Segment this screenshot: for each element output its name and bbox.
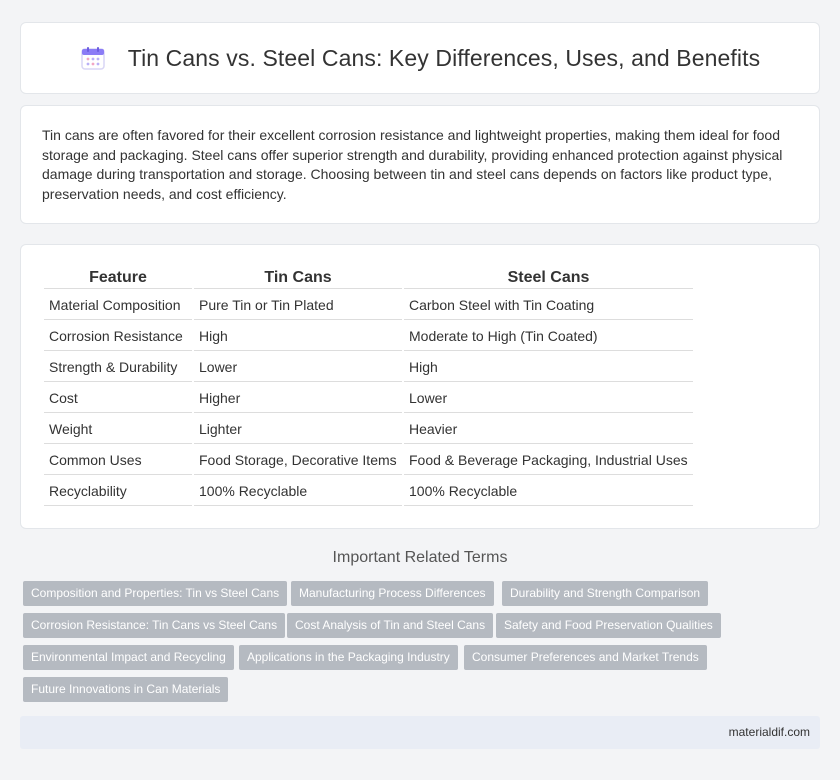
comparison-table-card [20, 244, 820, 529]
tag-future-innovations[interactable]: Future Innovations in Can Materials [23, 677, 228, 702]
related-terms-title: Important Related Terms [332, 549, 508, 566]
header-steel-cans: Steel Cans [404, 267, 693, 289]
header-feature: Feature [44, 267, 192, 289]
footer [20, 716, 820, 749]
steel-cell: Heavier [404, 415, 693, 444]
feature-cell: Material Composition [44, 291, 192, 320]
table-row [44, 384, 693, 413]
table-row [44, 322, 693, 351]
table-row [44, 415, 693, 444]
tag-manufacturing-process[interactable]: Manufacturing Process Differences [291, 581, 494, 606]
feature-cell: Cost [44, 384, 192, 413]
header-tin-cans: Tin Cans [194, 267, 402, 289]
calendar-icon [80, 45, 106, 71]
steel-cell: Food & Beverage Packaging, Industrial Uses [404, 446, 693, 475]
tin-cell: Lower [194, 353, 402, 382]
tag-durability-strength[interactable]: Durability and Strength Comparison [502, 581, 708, 606]
table-row [44, 291, 693, 320]
feature-cell: Common Uses [44, 446, 192, 475]
steel-cell: High [404, 353, 693, 382]
tag-cost-analysis[interactable]: Cost Analysis of Tin and Steel Cans [287, 613, 493, 638]
feature-cell: Recyclability [44, 477, 192, 506]
tin-cell: Lighter [194, 415, 402, 444]
comparison-table [42, 265, 695, 508]
tag-packaging-applications[interactable]: Applications in the Packaging Industry [239, 645, 458, 670]
page-title: Tin Cans vs. Steel Cans: Key Differences, Uses, and Benefits [127, 44, 761, 71]
table-header-row [44, 267, 693, 289]
feature-cell: Corrosion Resistance [44, 322, 192, 351]
tag-corrosion-resistance[interactable]: Corrosion Resistance: Tin Cans vs Steel Cans [23, 613, 285, 638]
tag-composition-properties[interactable]: Composition and Properties: Tin vs Steel Cans [23, 581, 287, 606]
tin-cell: High [194, 322, 402, 351]
tin-cell: Higher [194, 384, 402, 413]
table-row [44, 353, 693, 382]
title-card [20, 22, 820, 94]
tin-cell: Food Storage, Decorative Items [194, 446, 402, 475]
feature-cell: Strength & Durability [44, 353, 192, 382]
table-row [44, 477, 693, 506]
tag-safety-food-preservation[interactable]: Safety and Food Preservation Qualities [496, 613, 721, 638]
intro-card [20, 105, 820, 224]
steel-cell: Moderate to High (Tin Coated) [404, 322, 693, 351]
steel-cell: 100% Recyclable [404, 477, 693, 506]
tin-cell: 100% Recyclable [194, 477, 402, 506]
table-row [44, 446, 693, 475]
feature-cell: Weight [44, 415, 192, 444]
tin-cell: Pure Tin or Tin Plated [194, 291, 402, 320]
steel-cell: Carbon Steel with Tin Coating [404, 291, 693, 320]
intro-paragraph: Tin cans are often favored for their excellent corrosion resistance and lightweight properties, making them ideal for food storage and packaging. Steel cans offer superior strength and durability, providing enhanced protection against physical damage during transportation and storage. Choosing between tin and steel cans depends on factors like product type, preservation needs, and cost efficiency. [42, 127, 783, 202]
tag-environmental-impact[interactable]: Environmental Impact and Recycling [23, 645, 234, 670]
steel-cell: Lower [404, 384, 693, 413]
tag-consumer-preferences[interactable]: Consumer Preferences and Market Trends [464, 645, 707, 670]
footer-site-link[interactable]: materialdif.com [728, 725, 810, 739]
